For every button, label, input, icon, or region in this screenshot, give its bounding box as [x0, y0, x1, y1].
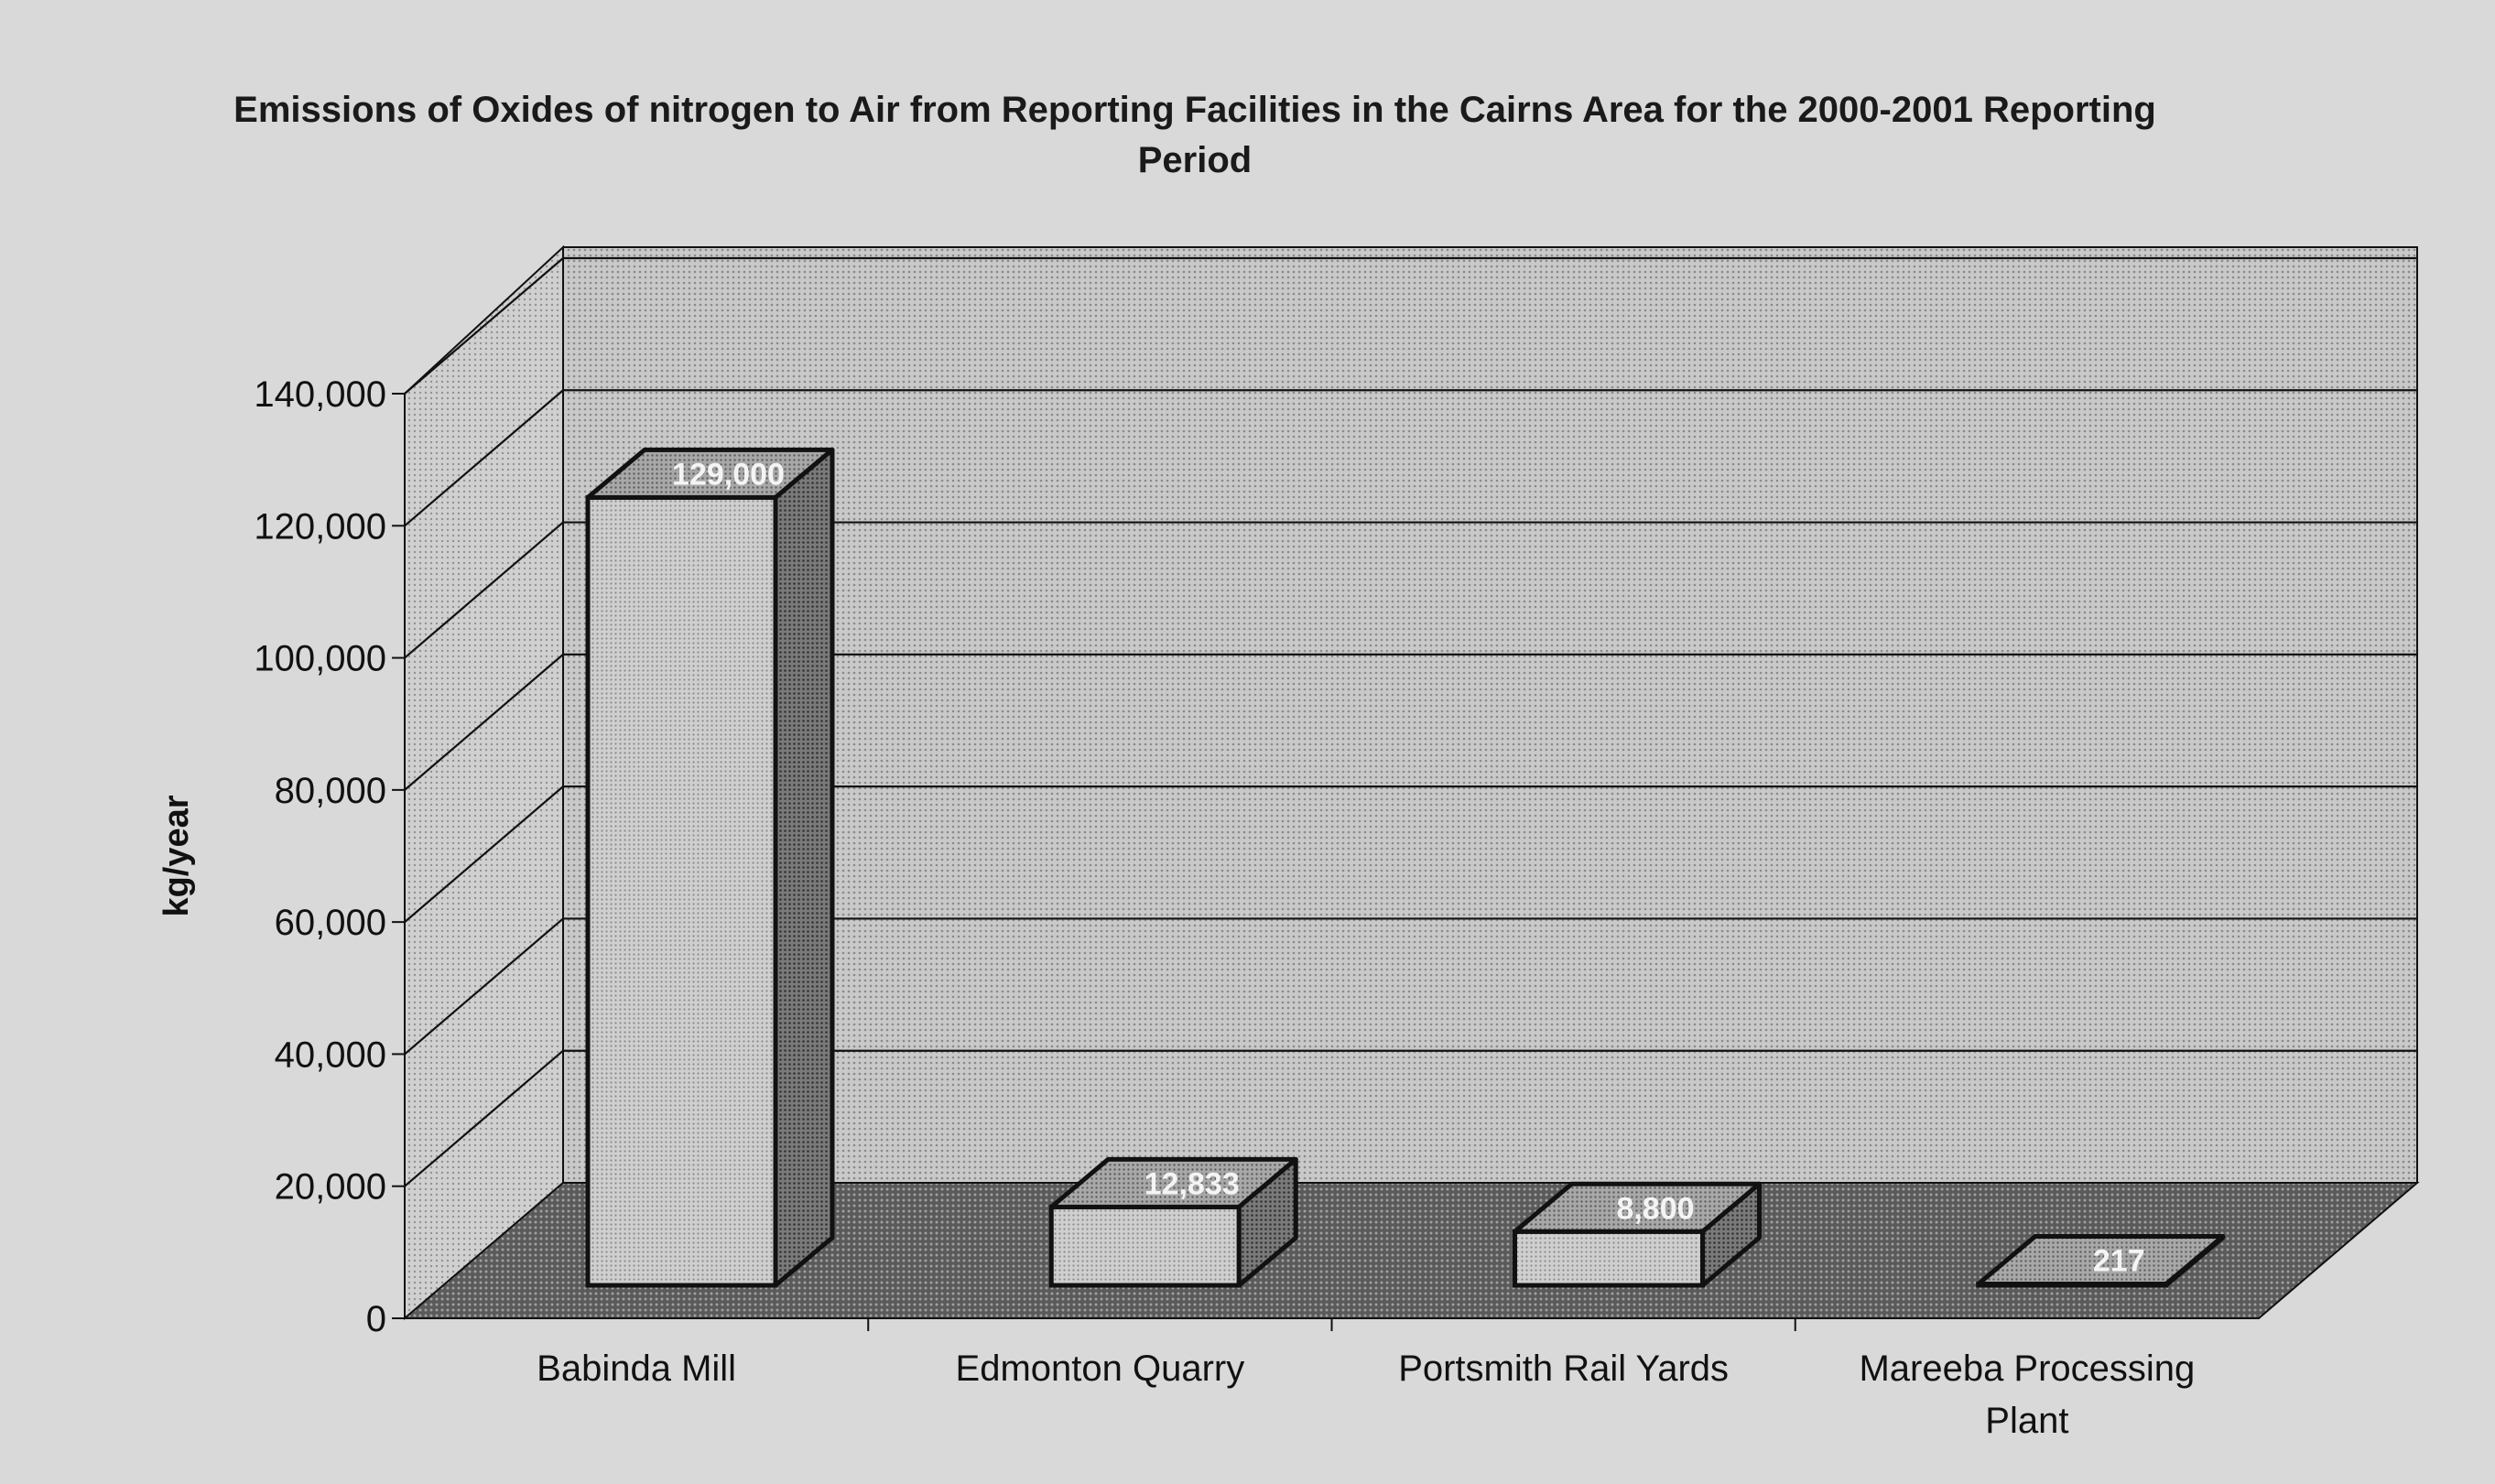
category-label: Portsmith Rail Yards [1398, 1349, 1730, 1389]
y-tick-label: 120,000 [254, 506, 386, 547]
data-label: 217 [2092, 1243, 2145, 1279]
side-wall [405, 247, 563, 1318]
data-label: 8,800 [1616, 1191, 1695, 1227]
data-label: 12,833 [1144, 1166, 1240, 1202]
back-wall [563, 247, 2417, 1183]
y-tick-label: 100,000 [254, 638, 386, 679]
bar-0-front [588, 497, 776, 1285]
data-label: 129,000 [672, 457, 785, 493]
category-labels [537, 1318, 2195, 1441]
bar-1-front [1051, 1207, 1239, 1285]
chart-title: Emissions of Oxides of nitrogen to Air from Reporting Facilities in the Cairns Area for the 2000-2001 Reporting [233, 90, 2156, 130]
category-label: Plant [1985, 1401, 2069, 1441]
category-label: Edmonton Quarry [955, 1349, 1245, 1389]
y-tick-label: 60,000 [274, 903, 386, 944]
chart-title-line-2: Period [1137, 140, 1253, 180]
bar-group [1051, 1159, 1296, 1285]
y-tick-label: 80,000 [274, 770, 386, 811]
bar-group [588, 450, 832, 1285]
y-axis-label: kg/year [157, 795, 196, 917]
category-label: Mareeba Processing [1859, 1349, 2196, 1389]
y-tick-label: 140,000 [254, 374, 386, 415]
category-label: Babinda Mill [537, 1349, 737, 1389]
bar-group [1515, 1184, 1760, 1285]
y-tick-label: 0 [365, 1299, 386, 1339]
bar-0-side [776, 450, 832, 1285]
bar-2-front [1515, 1231, 1703, 1285]
y-tick-label: 20,000 [274, 1166, 386, 1208]
y-tick-label: 40,000 [274, 1034, 386, 1076]
